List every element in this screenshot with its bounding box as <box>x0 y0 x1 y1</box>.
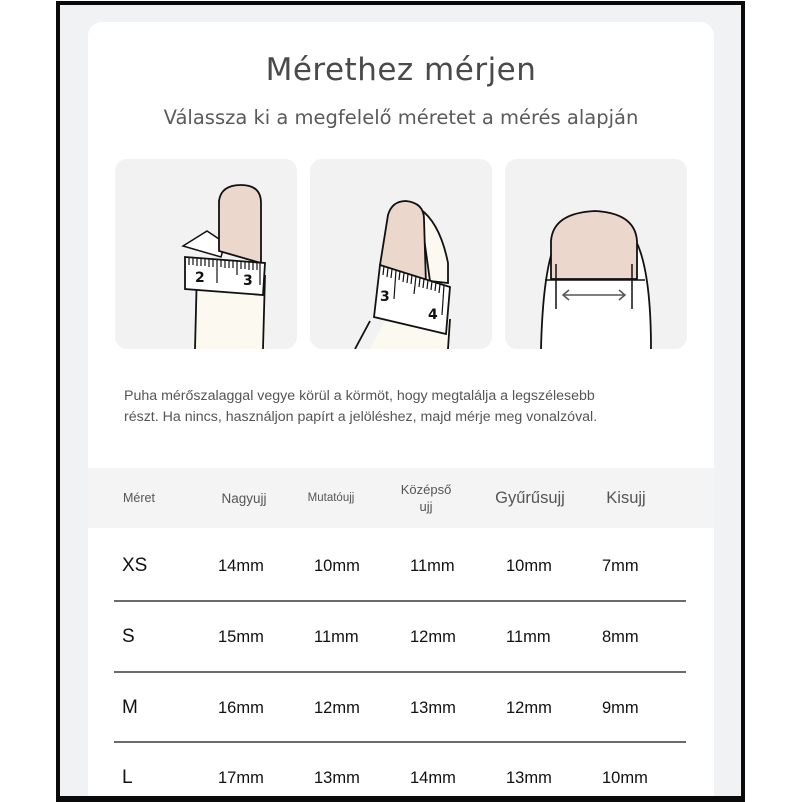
page-frame <box>56 1 745 802</box>
tape-number: 3 <box>243 273 253 289</box>
page-subtitle: Válassza ki a megfelelő méretet a mérés alapján <box>163 106 639 129</box>
middle-value: 12mm <box>410 627 456 646</box>
size-label: M <box>122 697 138 718</box>
size-table-header <box>88 468 714 528</box>
header-ring-finger: Gyűrűsujj <box>495 488 565 507</box>
pinky-value: 7mm <box>602 556 639 575</box>
page-title: Mérethez mérjen <box>265 52 537 88</box>
instructions-line-2: részt. Ha nincs, használjon papírt a jelöléshez, majd mérje meg vonalzóval. <box>124 409 598 425</box>
header-thumb: Nagyujj <box>221 490 267 506</box>
tape-number: 2 <box>195 270 205 286</box>
pinky-value: 9mm <box>602 698 639 717</box>
index-value: 13mm <box>314 768 360 787</box>
index-value: 11mm <box>314 627 359 646</box>
ring-value: 10mm <box>506 556 552 575</box>
nail-width-illustration <box>505 159 687 349</box>
tape-number: 3 <box>380 289 390 305</box>
measurement-instructions <box>124 386 704 428</box>
thumb-value: 14mm <box>218 556 264 575</box>
size-guide-card <box>88 22 714 802</box>
header-middle-finger <box>386 468 466 528</box>
ring-value: 12mm <box>506 698 552 717</box>
ring-value: 13mm <box>506 768 552 787</box>
finger-measure-illustration <box>310 159 492 349</box>
table-row-m <box>88 673 714 743</box>
thumb-measure-illustration <box>115 159 297 349</box>
index-value: 12mm <box>314 698 360 717</box>
table-row-xs <box>88 531 714 601</box>
thumb-value: 16mm <box>218 698 264 717</box>
table-row-l <box>88 743 714 802</box>
pinky-value: 10mm <box>602 768 648 787</box>
tape-number: 4 <box>428 307 438 323</box>
size-label: L <box>122 767 133 788</box>
size-label: XS <box>122 555 148 576</box>
size-label: S <box>122 626 135 647</box>
illustration-nail-width <box>505 159 687 349</box>
middle-value: 14mm <box>410 768 456 787</box>
index-value: 10mm <box>314 556 360 575</box>
header-pinky: Kisujj <box>606 488 646 507</box>
header-middle-finger-line2: ujj <box>419 499 433 514</box>
table-row-s <box>88 602 714 672</box>
pinky-value: 8mm <box>602 627 639 646</box>
middle-value: 13mm <box>410 698 456 717</box>
header-middle-finger-line1: Középső <box>400 482 452 497</box>
middle-value: 11mm <box>410 556 455 575</box>
header-size: Méret <box>123 490 155 505</box>
ring-value: 11mm <box>506 627 551 646</box>
thumb-value: 17mm <box>218 768 264 787</box>
illustration-finger-tape <box>310 159 492 349</box>
thumb-value: 15mm <box>218 627 264 646</box>
illustration-thumb-tape <box>115 159 297 349</box>
header-index-finger: Mutatóujj <box>307 491 355 504</box>
instructions-line-1: Puha mérőszalaggal vegye körül a körmöt, hogy megtalálja a legszélesebb <box>124 388 595 404</box>
